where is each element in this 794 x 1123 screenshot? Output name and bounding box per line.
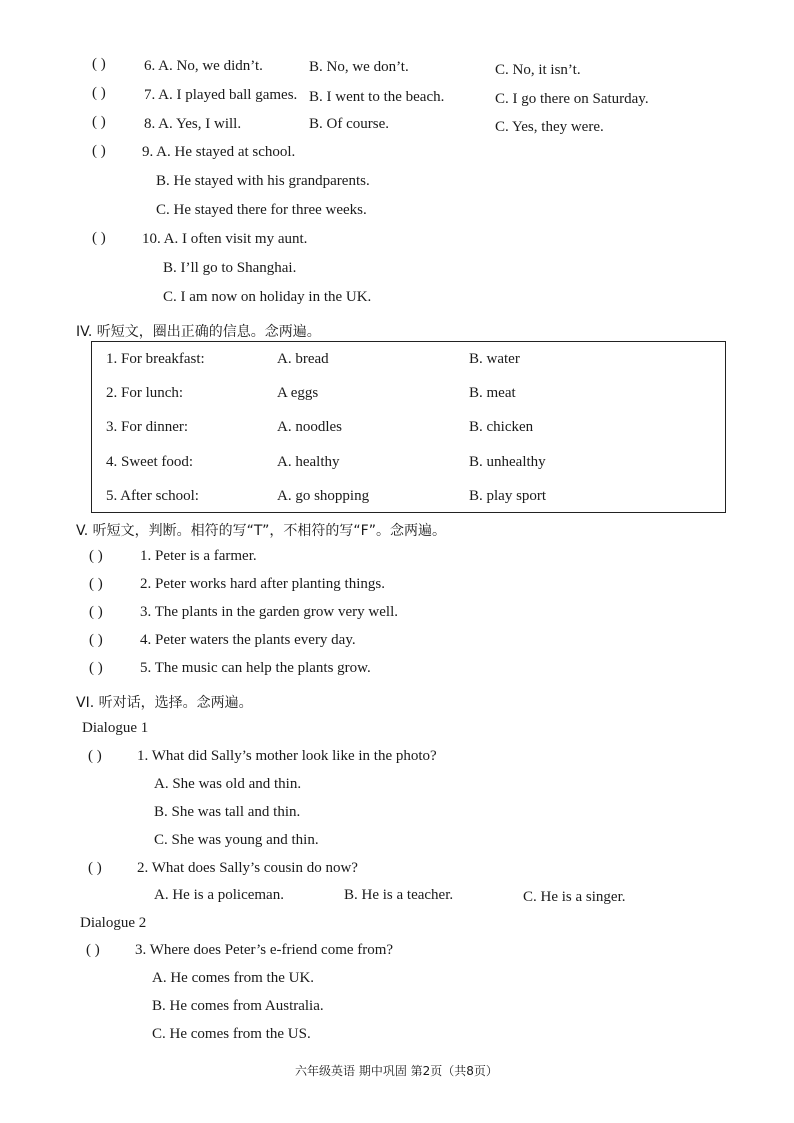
table-option-a[interactable]: A. healthy: [277, 454, 340, 470]
q6-option-a: 6. A. No, we didn’t.: [144, 58, 263, 74]
dialogue-2-label: Dialogue 2: [80, 915, 147, 931]
section-iv-heading: IV. 听短文，圈出正确的信息。念两遍。: [76, 324, 321, 340]
q6-option-b: B. No, we don’t.: [309, 59, 409, 75]
statement-text: 1. Peter is a farmer.: [140, 548, 257, 564]
option-b: B. He comes from Australia.: [152, 998, 324, 1014]
section-v-heading: V. 听短文，判断。相符的写“T”，不相符的写“F”。念两遍。: [76, 523, 446, 539]
table-option-a[interactable]: A. go shopping: [277, 488, 370, 504]
table-option-a[interactable]: A eggs: [277, 385, 319, 401]
table-option-b[interactable]: B. water: [469, 351, 520, 367]
option-c: C. He is a singer.: [523, 889, 626, 905]
statement-text: 3. The plants in the garden grow very well.: [140, 604, 398, 620]
table-row-label: 3. For dinner:: [106, 419, 189, 435]
answer-paren[interactable]: ( ): [89, 660, 103, 676]
q9-option-c: C. He stayed there for three weeks.: [156, 202, 367, 218]
q9-option-a: 9. A. He stayed at school.: [142, 144, 296, 160]
option-a: A. She was old and thin.: [154, 776, 302, 792]
answer-paren[interactable]: ( ): [86, 942, 100, 958]
q10-option-b: B. I’ll go to Shanghai.: [163, 260, 297, 276]
statement-text: 5. The music can help the plants grow.: [140, 660, 371, 676]
q6-option-c: C. No, it isn’t.: [495, 62, 581, 78]
answer-paren[interactable]: ( ): [89, 632, 103, 648]
option-c: C. She was young and thin.: [154, 832, 319, 848]
q10-option-c: C. I am now on holiday in the UK.: [163, 289, 372, 305]
question-stem: 3. Where does Peter’s e-friend come from?: [135, 942, 394, 958]
q9-option-b: B. He stayed with his grandparents.: [156, 173, 370, 189]
table-option-b[interactable]: B. meat: [469, 385, 516, 401]
table-option-b[interactable]: B. chicken: [469, 419, 534, 435]
answer-paren[interactable]: ( ): [88, 748, 102, 764]
q8-option-a: 8. A. Yes, I will.: [144, 116, 242, 132]
answer-paren[interactable]: ( ): [89, 548, 103, 564]
statement-text: 4. Peter waters the plants every day.: [140, 632, 356, 648]
table-row-label: 1. For breakfast:: [106, 351, 205, 367]
table-option-b[interactable]: B. unhealthy: [469, 454, 546, 470]
table-row-label: 4. Sweet food:: [106, 454, 194, 470]
table-row-label: 5. After school:: [106, 488, 199, 504]
option-a: A. He comes from the UK.: [152, 970, 315, 986]
q7-option-c: C. I go there on Saturday.: [495, 91, 649, 107]
statement-text: 2. Peter works hard after planting things.: [140, 576, 385, 592]
q7-option-b: B. I went to the beach.: [309, 89, 445, 105]
answer-paren[interactable]: ( ): [89, 604, 103, 620]
q8-option-c: C. Yes, they were.: [495, 119, 604, 135]
answer-paren[interactable]: ( ): [92, 230, 106, 246]
option-a: A. He is a policeman.: [154, 887, 284, 903]
page-footer: 六年级英语 期中巩固 第2页（共8页）: [295, 1064, 498, 1078]
section-vi-heading: VI. 听对话，选择。念两遍。: [76, 695, 253, 711]
q8-option-b: B. Of course.: [309, 116, 389, 132]
table-option-b[interactable]: B. play sport: [469, 488, 547, 504]
answer-paren[interactable]: ( ): [89, 576, 103, 592]
question-stem: 2. What does Sally’s cousin do now?: [137, 860, 358, 876]
answer-paren[interactable]: ( ): [88, 860, 102, 876]
option-c: C. He comes from the US.: [152, 1026, 311, 1042]
answer-paren[interactable]: ( ): [92, 114, 106, 130]
answer-paren[interactable]: ( ): [92, 85, 106, 101]
option-b: B. She was tall and thin.: [154, 804, 301, 820]
table-option-a[interactable]: A. noodles: [277, 419, 342, 435]
option-b: B. He is a teacher.: [344, 887, 454, 903]
dialogue-1-label: Dialogue 1: [82, 720, 149, 736]
answer-paren[interactable]: ( ): [92, 56, 106, 72]
question-stem: 1. What did Sally’s mother look like in the photo?: [137, 748, 437, 764]
table-option-a[interactable]: A. bread: [277, 351, 329, 367]
answer-paren[interactable]: ( ): [92, 143, 106, 159]
table-row-label: 2. For lunch:: [106, 385, 184, 401]
q7-option-a: 7. A. I played ball games.: [144, 87, 298, 103]
q10-option-a: 10. A. I often visit my aunt.: [142, 231, 308, 247]
